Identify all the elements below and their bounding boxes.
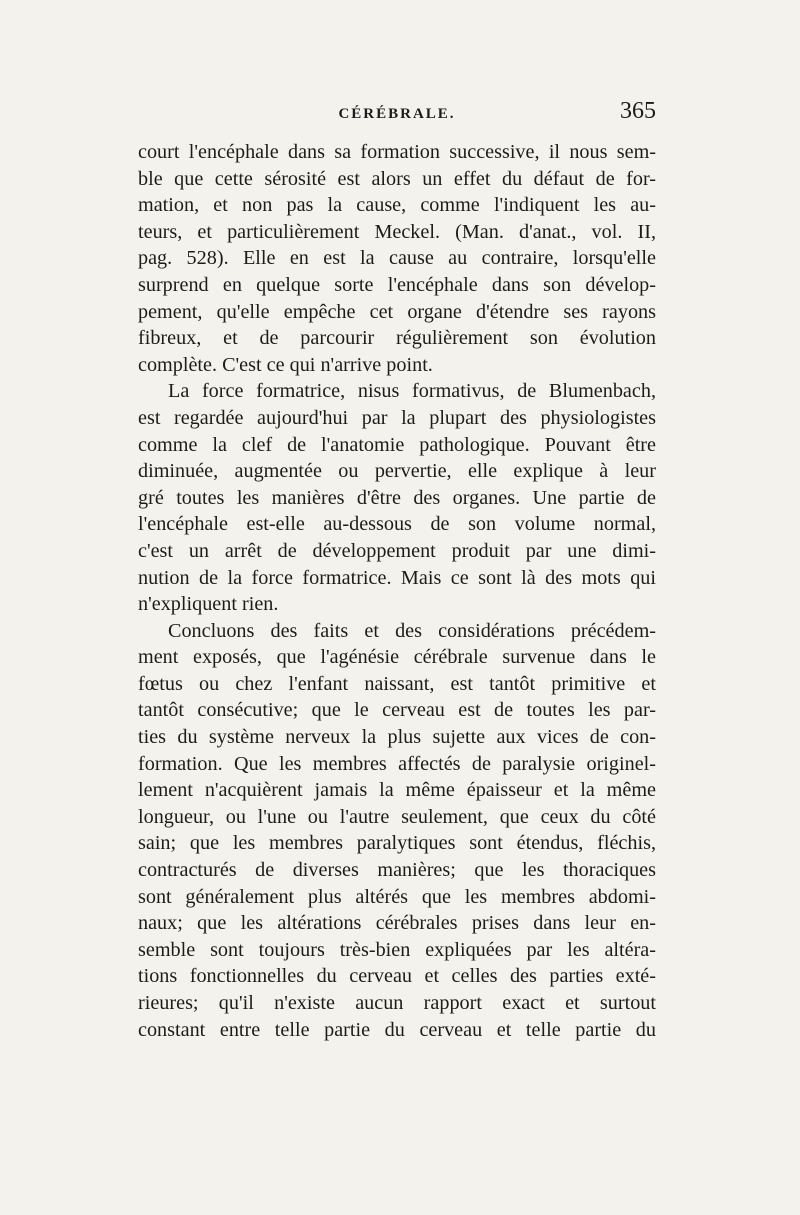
text-line: naux; que les altérations cérébrales prises dans leur en- <box>138 912 656 935</box>
text-line: c'est un arrêt de développement produit par une dimi- <box>138 539 656 562</box>
text-line: n'expliquent rien. <box>138 593 279 616</box>
text-line: l'encéphale est-elle au-dessous de son volume normal, <box>138 513 656 536</box>
text-line: comme la clef de l'anatomie pathologique. Pouvant être <box>138 433 656 456</box>
text-line: teurs, et particulièrement Meckel. (Man. d'anat., vol. II, <box>138 220 656 243</box>
text-line: ment exposés, que l'agénésie cérébrale survenue dans le <box>138 646 656 669</box>
text-line: contracturés de diverses manières; que les thoraciques <box>138 859 656 882</box>
text-line: La force formatrice, nisus formativus, de Blumenbach, <box>168 380 656 403</box>
text-line: constant entre telle partie du cerveau et telle partie du <box>138 1018 656 1041</box>
text-line: est regardée aujourd'hui par la plupart des physiologistes <box>138 406 656 429</box>
text-line: surprend en quelque sorte l'encéphale dans son dévelop- <box>138 273 656 296</box>
text-line: pement, qu'elle empêche cet organe d'étendre ses rayons <box>138 300 656 323</box>
text-line: mation, et non pas la cause, comme l'indiquent les au- <box>138 194 656 217</box>
body-text <box>138 139 656 1043</box>
text-line: sain; que les membres paralytiques sont étendus, fléchis, <box>138 832 656 855</box>
text-line: fibreux, et de parcourir régulièrement son évolution <box>138 327 656 350</box>
running-title: CÉRÉBRALE. <box>338 106 456 122</box>
text-line: gré toutes les manières d'être des organes. Une partie de <box>138 486 656 509</box>
text-line: pag. 528). Elle en est la cause au contraire, lorsqu'elle <box>138 247 656 270</box>
text-line: sont généralement plus altérés que les membres abdomi- <box>138 885 656 908</box>
text-line: nution de la force formatrice. Mais ce sont là des mots qui <box>138 566 656 589</box>
text-line: tions fonctionnelles du cerveau et celles des parties exté- <box>138 965 656 988</box>
text-line: complète. C'est ce qui n'arrive point. <box>138 353 433 376</box>
text-line: diminuée, augmentée ou pervertie, elle explique à leur <box>138 460 656 483</box>
text-line: semble sont toujours très-bien expliquées par les altéra- <box>138 938 656 961</box>
text-line: ble que cette sérosité est alors un effet du défaut de for- <box>138 167 656 190</box>
page-number: 365 <box>620 98 656 124</box>
text-line: tantôt consécutive; que le cerveau est de toutes les par- <box>138 699 656 722</box>
text-line: lement n'acquièrent jamais la même épaisseur et la même <box>138 779 656 802</box>
text-line: longueur, ou l'une ou l'autre seulement, que ceux du côté <box>138 805 656 828</box>
text-line: court l'encéphale dans sa formation successive, il nous sem- <box>138 141 656 163</box>
running-head <box>138 98 656 138</box>
text-line: ties du système nerveux la plus sujette aux vices de con- <box>138 726 656 749</box>
text-line: fœtus ou chez l'enfant naissant, est tantôt primitive et <box>138 672 656 695</box>
text-line: rieures; qu'il n'existe aucun rapport exact et surtout <box>138 992 656 1014</box>
text-line: formation. Que les membres affectés de paralysie originel- <box>138 752 656 775</box>
text-line: Concluons des faits et des considérations précédem- <box>168 619 656 642</box>
